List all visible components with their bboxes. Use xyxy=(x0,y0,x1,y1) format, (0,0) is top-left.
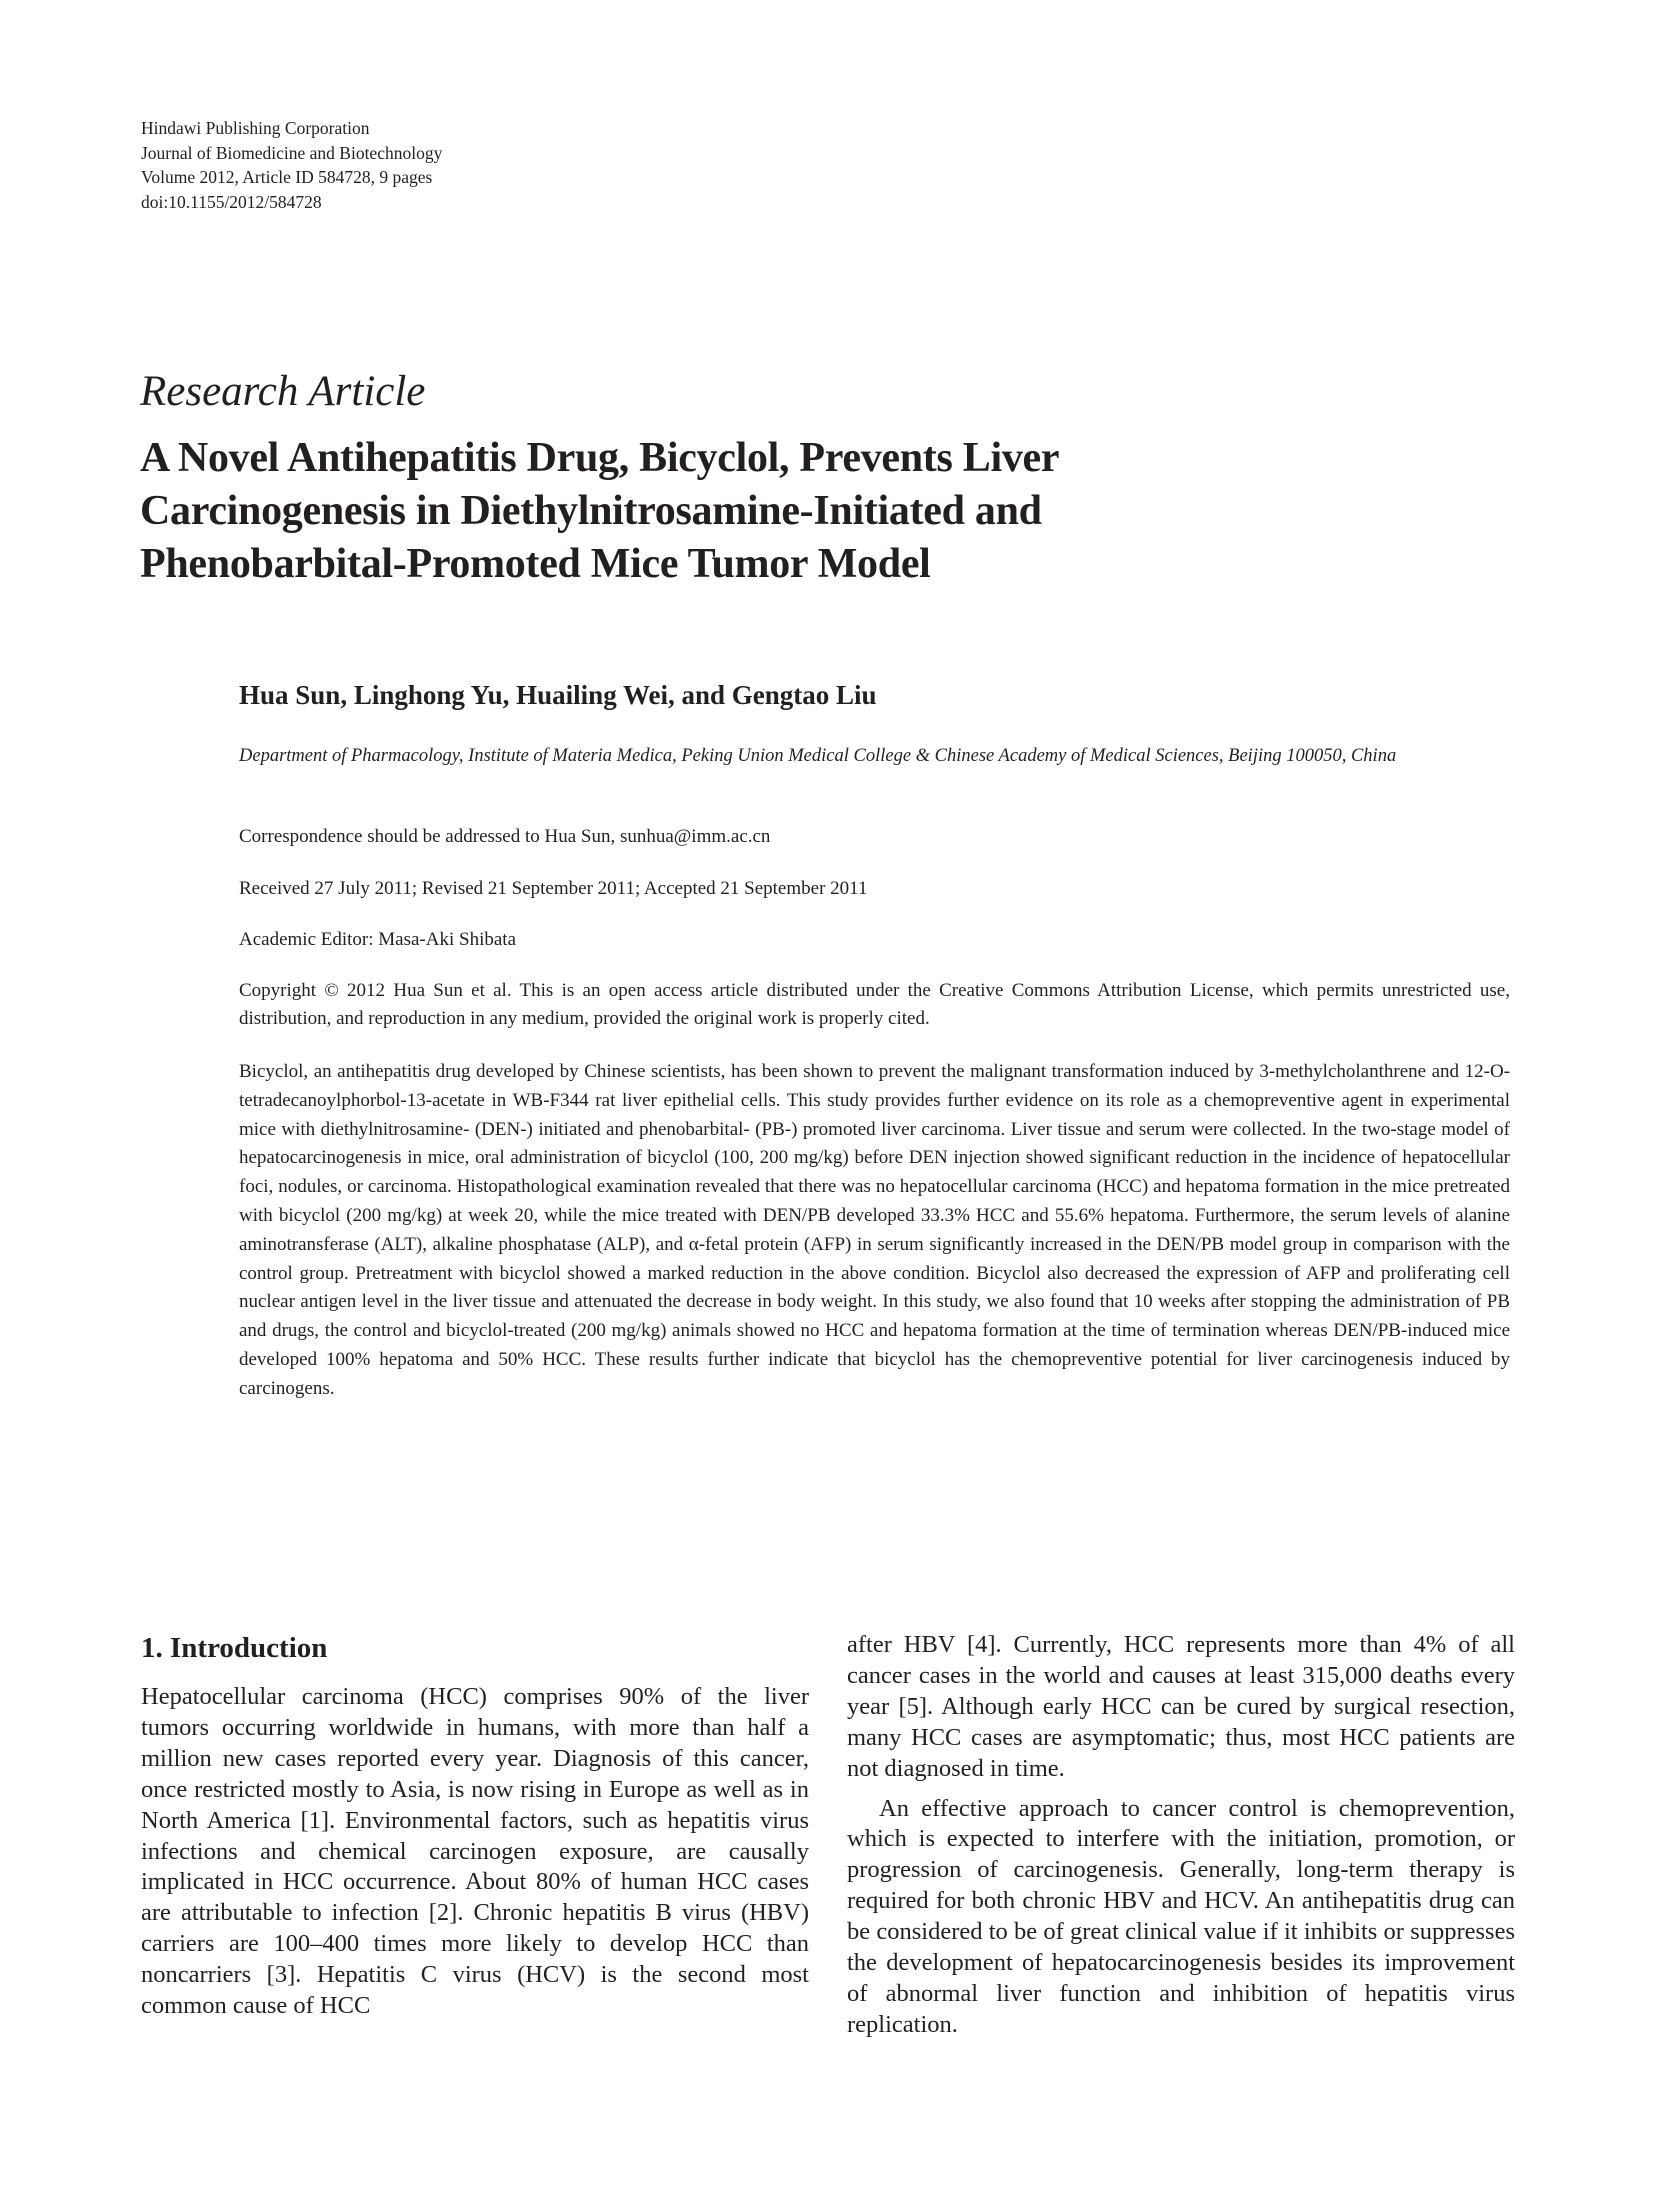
journal-name: Journal of Biomedicine and Biotechnology xyxy=(141,142,443,163)
article-type: Research Article xyxy=(140,368,426,415)
copyright-notice: Copyright © 2012 Hua Sun et al. This is an open access article distributed under the Creative Commons Attribution License, which permits unrestricted use, distribution, and reproduction in any medium, provided the original work is properly cited. xyxy=(239,980,1510,1029)
correspondence-line: Correspondence should be addressed to Hua Sun, sunhua@imm.ac.cn xyxy=(239,826,771,847)
affiliation: Department of Pharmacology, Institute of Materia Medica, Peking Union Medical College & Chinese Academy of Medical Sciences, Beijing 100050, China xyxy=(239,746,1397,766)
section-heading-introduction: 1. Introduction xyxy=(141,1632,328,1664)
title-line: A Novel Antihepatitis Drug, Bicyclol, Prevents Liver xyxy=(140,435,1060,481)
title-line: Carcinogenesis in Diethylnitrosamine-Initiated and xyxy=(140,488,1042,534)
publisher-name: Hindawi Publishing Corporation xyxy=(141,118,370,138)
academic-editor: Academic Editor: Masa-Aki Shibata xyxy=(239,929,517,950)
paragraph: after HBV [4]. Currently, HCC represents more than 4% of all cancer cases in the world and causes at least 315,000 deaths every year [5]. Although early HCC can be cured by surgical resection, many HCC cases are asymptomatic; thus, most HCC patients are not diagnosed in time. xyxy=(847,1631,1515,1782)
title-line: Phenobarbital-Promoted Mice Tumor Model xyxy=(140,541,931,587)
volume-info: Volume 2012, Article ID 584728, 9 pages xyxy=(141,167,433,187)
article-title xyxy=(140,432,1560,591)
abstract-text: Bicyclol, an antihepatitis drug developed by Chinese scientists, has been shown to prevent the malignant transformation induced by 3-methylcholanthrene and 12-O-tetradecanoylphorbol-13-acetate in WB-F344 rat liver epithelial cells. This study provides further evidence on its role as a chemopreventive agent in experimental mice with diethylnitrosamine- (DEN-) initiated and phenobarbital- (PB-) promoted liver carcinoma. Liver tissue and serum were collected. In the two-stage model of hepatocarcinogenesis in mice, oral administration of bicyclol (100, 200 mg/kg) before DEN injection showed significant reduction in the incidence of hepatocellular foci, nodules, or carcinoma. Histopathological examination revealed that there was no hepatocellular carcinoma (HCC) and hepatoma formation in the mice pretreated with bicyclol (200 mg/kg) at week 20, while the mice treated with DEN/PB developed 33.3% HCC and 55.6% hepatoma. Furthermore, the serum levels of alanine aminotransferase (ALT), alkaline phosphatase (ALP), and α-fetal protein (AFP) in serum significantly increased in the DEN/PB model group in comparison with the control group. Pretreatment with bicyclol showed a marked reduction in the above condition. Bicyclol also decreased the expression of AFP and proliferating cell nuclear antigen level in the liver tissue and attenuated the decrease in body weight. In this study, we also found that 10 weeks after stopping the administration of PB and drugs, the control and bicyclol-treated (200 mg/kg) animals showed no HCC and hepatoma formation at the time of termination whereas DEN/PB-induced mice developed 100% hepatoma and 50% HCC. These results further indicate that bicyclol has the chemopreventive potential for liver carcinogenesis induced by carcinogens. xyxy=(239,1061,1510,1399)
author-list: Hua Sun, Linghong Yu, Huailing Wei, and Gengtao Liu xyxy=(239,680,877,710)
doi-link[interactable]: doi:10.1155/2012/584728 xyxy=(141,191,322,212)
paragraph: An effective approach to cancer control is chemoprevention, which is expected to interfere with the initiation, promotion, or progression of carcinogenesis. Generally, long-term therapy is required for both chronic HBV and HCV. An antihepatitis drug can be considered to be of great clinical value if it inhibits or suppresses the development of hepatocarcinogenesis besides its improvement of abnormal liver function and inhibition of hepatitis virus replication. xyxy=(847,1794,1515,2038)
journal-masthead xyxy=(141,116,442,214)
right-column xyxy=(847,1630,1515,2041)
left-column xyxy=(141,1630,809,2022)
paragraph: Hepatocellular carcinoma (HCC) comprises 90% of the liver tumors occurring worldwide in humans, with more than half a million new cases reported every year. Diagnosis of this cancer, once restricted mostly to Asia, is now rising in Europe as well as in North America [1]. Environmental factors, such as hepatitis virus infections and chemical carcinogen exposure, are causally implicated in HCC occurrence. About 80% of human HCC cases are attributable to infection [2]. Chronic hepatitis B virus (HBV) carriers are 100–400 times more likely to develop HCC than noncarriers [3]. Hepatitis C virus (HCV) is the second most common cause of HCC xyxy=(141,1683,809,2020)
received-dates: Received 27 July 2011; Revised 21 September 2011; Accepted 21 September 2011 xyxy=(239,878,868,899)
